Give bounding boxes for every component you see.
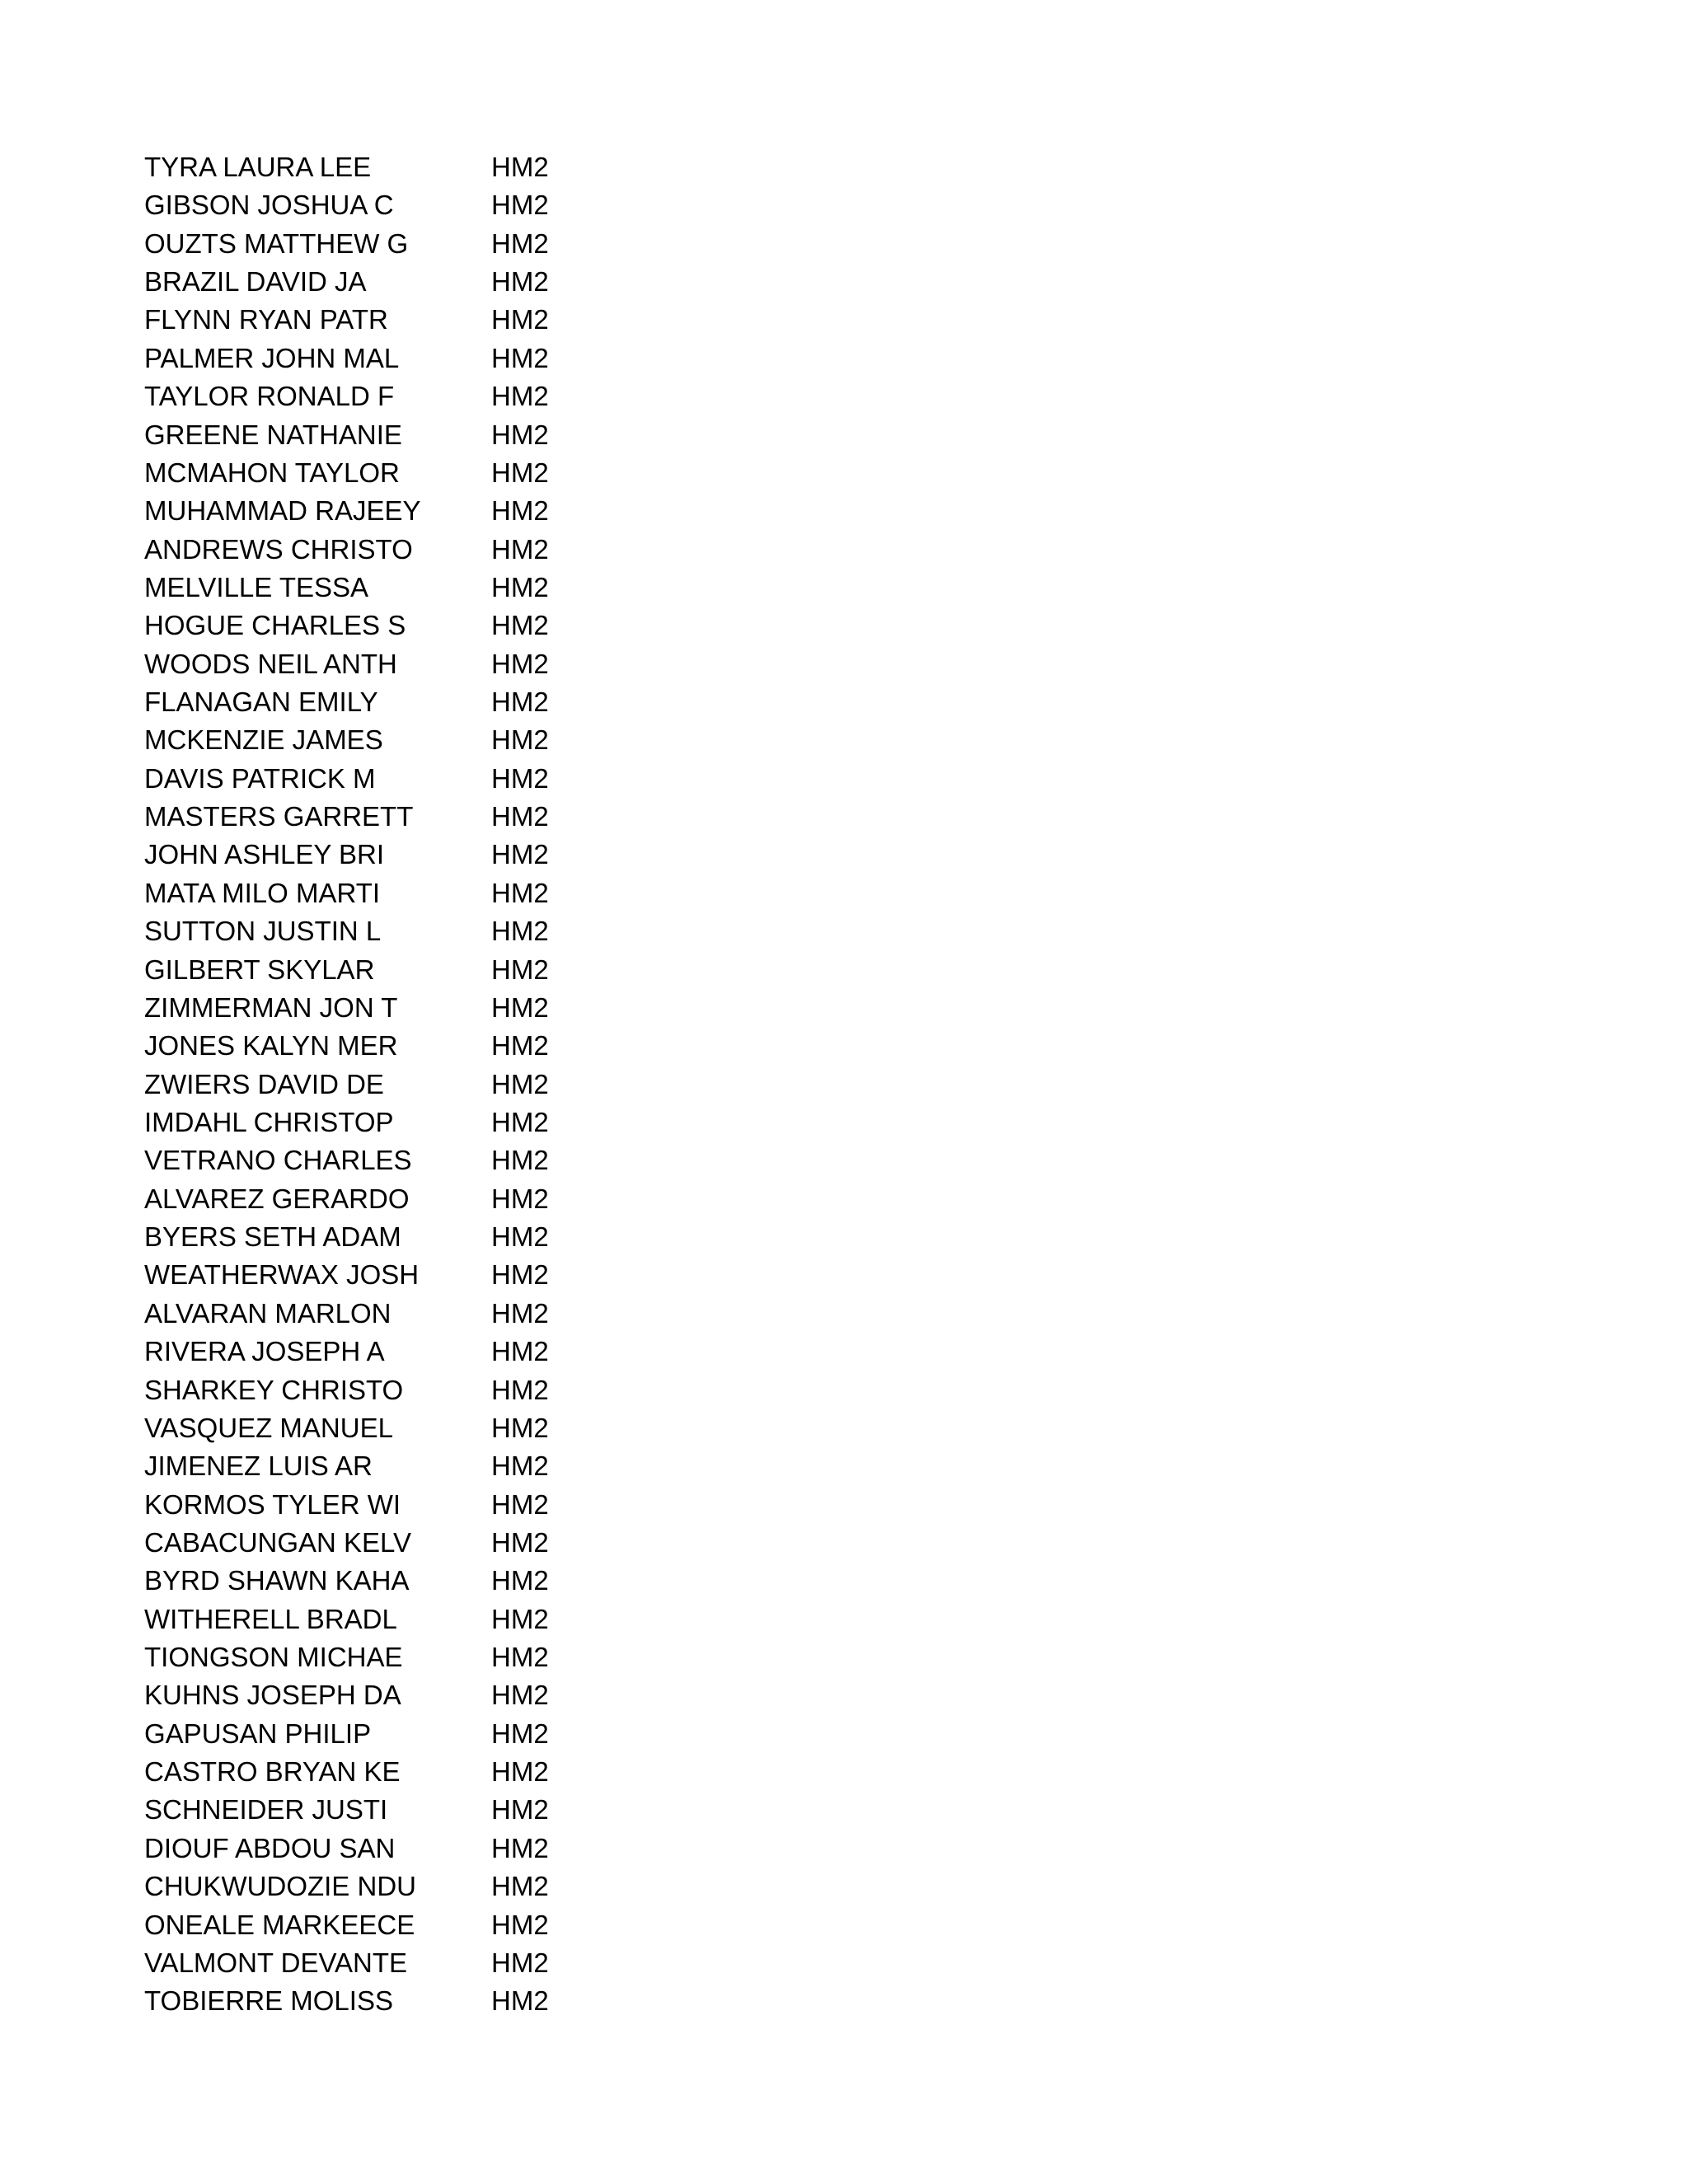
roster-row <box>144 1982 721 2020</box>
roster-rate: HM2 <box>491 1871 549 1902</box>
roster-name: DIOUF ABDOU SAN <box>144 1832 396 1863</box>
roster-rate: HM2 <box>491 266 549 298</box>
roster-row <box>144 454 721 492</box>
roster-row <box>144 645 721 683</box>
roster-rate: HM2 <box>491 1183 549 1214</box>
roster-name: ALVARAN MARLON <box>144 1297 392 1329</box>
roster-row <box>144 1447 721 1485</box>
roster-name: ZIMMERMAN JON T <box>144 991 398 1023</box>
roster-name: ANDREWS CHRISTO <box>144 533 413 565</box>
roster-rate: HM2 <box>491 1526 549 1558</box>
roster-rate: HM2 <box>491 762 549 794</box>
roster-name: RIVERA JOSEPH A <box>144 1336 385 1367</box>
roster-rate: HM2 <box>491 1297 549 1329</box>
roster-rate: HM2 <box>491 687 549 718</box>
roster-list <box>144 148 721 2021</box>
roster-rate: HM2 <box>491 571 549 602</box>
roster-rate: HM2 <box>491 1642 549 1673</box>
roster-row <box>144 1218 721 1256</box>
roster-row <box>144 569 721 607</box>
roster-rate: HM2 <box>491 1412 549 1443</box>
roster-name: CABACUNGAN KELV <box>144 1526 411 1558</box>
roster-name: FLYNN RYAN PATR <box>144 304 388 335</box>
roster-name: BRAZIL DAVID JA <box>144 266 367 298</box>
roster-row <box>144 836 721 874</box>
roster-row <box>144 874 721 912</box>
roster-row <box>144 1141 721 1179</box>
roster-name: JOHN ASHLEY BRI <box>144 839 384 870</box>
roster-row <box>144 492 721 530</box>
roster-row <box>144 1524 721 1562</box>
roster-rate: HM2 <box>491 1718 549 1749</box>
roster-row <box>144 721 721 759</box>
roster-row <box>144 531 721 569</box>
roster-row <box>144 225 721 263</box>
roster-name: TYRA LAURA LEE <box>144 152 372 182</box>
roster-row <box>144 340 721 377</box>
roster-rate: HM2 <box>491 495 549 527</box>
roster-row <box>144 1180 721 1218</box>
roster-rate: HM2 <box>491 1030 549 1062</box>
roster-rate: HM2 <box>491 1794 549 1825</box>
roster-row <box>144 1906 721 1944</box>
roster-row <box>144 1409 721 1447</box>
roster-row <box>144 1333 721 1371</box>
roster-rate: HM2 <box>491 533 549 565</box>
roster-name: GAPUSAN PHILIP <box>144 1718 372 1749</box>
roster-name: WEATHERWAX JOSH <box>144 1259 420 1291</box>
roster-row <box>144 1868 721 1905</box>
roster-name: CHUKWUDOZIE NDU <box>144 1871 416 1902</box>
roster-row <box>144 1027 721 1065</box>
roster-row <box>144 1562 721 1600</box>
roster-name: JIMENEZ LUIS AR <box>144 1451 373 1482</box>
roster-name: MASTERS GARRETT <box>144 801 414 832</box>
roster-rate: HM2 <box>491 152 549 182</box>
roster-name: HOGUE CHARLES S <box>144 610 406 641</box>
roster-row <box>144 1715 721 1753</box>
roster-name: WOODS NEIL ANTH <box>144 648 397 679</box>
roster-name: OUZTS MATTHEW G <box>144 227 409 259</box>
roster-rate: HM2 <box>491 1145 549 1176</box>
roster-rate: HM2 <box>491 1985 549 2017</box>
roster-rate: HM2 <box>491 1221 549 1253</box>
roster-name: MUHAMMAD RAJEEY <box>144 495 421 527</box>
roster-row <box>144 1676 721 1714</box>
roster-row <box>144 1256 721 1294</box>
roster-row <box>144 683 721 721</box>
roster-name: ALVAREZ GERARDO <box>144 1183 410 1214</box>
roster-row <box>144 760 721 798</box>
roster-rate: HM2 <box>491 1565 549 1596</box>
roster-name: CASTRO BRYAN KE <box>144 1756 401 1788</box>
roster-row <box>144 1830 721 1868</box>
roster-rate: HM2 <box>491 1756 549 1788</box>
roster-name: VETRANO CHARLES <box>144 1145 412 1176</box>
roster-name: VALMONT DEVANTE <box>144 1947 408 1978</box>
roster-name: ZWIERS DAVID DE <box>144 1068 384 1099</box>
roster-name: PALMER JOHN MAL <box>144 342 400 373</box>
roster-name: KORMOS TYLER WI <box>144 1488 401 1520</box>
roster-row <box>144 1066 721 1104</box>
roster-rate: HM2 <box>491 1603 549 1634</box>
roster-rate: HM2 <box>491 839 549 870</box>
roster-rate: HM2 <box>491 1451 549 1482</box>
roster-rate: HM2 <box>491 381 549 412</box>
roster-name: SUTTON JUSTIN L <box>144 916 382 947</box>
roster-rate: HM2 <box>491 801 549 832</box>
roster-name: WITHERELL BRADL <box>144 1603 397 1634</box>
roster-rate: HM2 <box>491 1680 549 1711</box>
roster-row <box>144 377 721 415</box>
roster-row <box>144 148 721 186</box>
roster-name: JONES KALYN MER <box>144 1030 398 1062</box>
roster-row <box>144 912 721 950</box>
roster-rate: HM2 <box>491 724 549 756</box>
roster-name: TAYLOR RONALD F <box>144 381 395 412</box>
roster-rate: HM2 <box>491 304 549 335</box>
roster-name: VASQUEZ MANUEL <box>144 1412 393 1443</box>
roster-rate: HM2 <box>491 991 549 1023</box>
roster-rate: HM2 <box>491 610 549 641</box>
roster-row <box>144 301 721 339</box>
roster-name: DAVIS PATRICK M <box>144 762 376 794</box>
roster-row <box>144 416 721 454</box>
roster-name: IMDAHL CHRISTOP <box>144 1106 394 1137</box>
roster-name: TOBIERRE MOLISS <box>144 1985 393 2017</box>
roster-rate: HM2 <box>491 954 549 985</box>
roster-row <box>144 1295 721 1333</box>
roster-rate: HM2 <box>491 1832 549 1863</box>
roster-rate: HM2 <box>491 1947 549 1978</box>
roster-row <box>144 1371 721 1409</box>
roster-name: GREENE NATHANIE <box>144 419 402 450</box>
roster-row <box>144 1104 721 1141</box>
roster-rate: HM2 <box>491 227 549 259</box>
roster-rate: HM2 <box>491 916 549 947</box>
roster-rate: HM2 <box>491 648 549 679</box>
roster-name: TIONGSON MICHAE <box>144 1642 403 1673</box>
roster-rate: HM2 <box>491 877 549 908</box>
roster-rate: HM2 <box>491 419 549 450</box>
roster-row <box>144 1601 721 1638</box>
roster-name: SHARKEY CHRISTO <box>144 1374 404 1405</box>
roster-row <box>144 989 721 1027</box>
roster-row <box>144 263 721 301</box>
roster-row <box>144 186 721 224</box>
roster-rate: HM2 <box>491 1068 549 1099</box>
roster-rate: HM2 <box>491 1106 549 1137</box>
roster-name: KUHNS JOSEPH DA <box>144 1680 401 1711</box>
roster-rate: HM2 <box>491 1259 549 1291</box>
roster-rate: HM2 <box>491 1488 549 1520</box>
roster-row <box>144 798 721 836</box>
roster-name: BYERS SETH ADAM <box>144 1221 401 1253</box>
roster-name: MCMAHON TAYLOR <box>144 457 400 488</box>
roster-rate: HM2 <box>491 457 549 488</box>
roster-name: MCKENZIE JAMES <box>144 724 383 756</box>
roster-rate: HM2 <box>491 1374 549 1405</box>
roster-row <box>144 1944 721 1982</box>
roster-row <box>144 951 721 989</box>
roster-rate: HM2 <box>491 190 549 221</box>
roster-name: BYRD SHAWN KAHA <box>144 1565 410 1596</box>
roster-name: MELVILLE TESSA <box>144 571 369 602</box>
roster-rate: HM2 <box>491 1909 549 1940</box>
roster-name: SCHNEIDER JUSTI <box>144 1794 388 1825</box>
roster-row <box>144 607 721 644</box>
roster-rate: HM2 <box>491 1336 549 1367</box>
roster-name: GILBERT SKYLAR <box>144 954 375 985</box>
roster-rate: HM2 <box>491 342 549 373</box>
roster-row <box>144 1486 721 1524</box>
roster-row <box>144 1638 721 1676</box>
roster-row <box>144 1791 721 1829</box>
roster-name: ONEALE MARKEECE <box>144 1909 415 1940</box>
roster-name: GIBSON JOSHUA C <box>144 190 394 221</box>
roster-name: MATA MILO MARTI <box>144 877 381 908</box>
roster-row <box>144 1753 721 1791</box>
roster-name: FLANAGAN EMILY <box>144 687 378 718</box>
